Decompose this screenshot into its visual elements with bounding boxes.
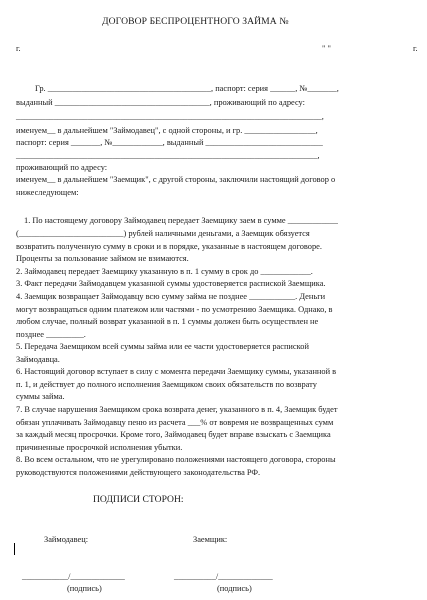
- lender-role-line: именуем__ в дальнейшем "Займодавец", с одной стороны, и гр. _________________,: [16, 126, 318, 135]
- clause-1-line-4: Проценты за пользование займом не взимаются.: [16, 254, 189, 263]
- clause-6-line-3: суммы займа.: [16, 392, 65, 401]
- document-title: ДОГОВОР БЕСПРОЦЕНТНОГО ЗАЙМА №: [102, 16, 289, 27]
- clause-8-line-1: 8. Во всем остальном, что не урегулировано положениями настоящего договора, стороны: [16, 455, 336, 464]
- borrower-role-line: именуем__ в дальнейшем "Заемщик", с другой стороны, заключили настоящий договор о: [16, 175, 336, 184]
- lender-address-line: _________________________________________________________________________,: [16, 112, 324, 121]
- clause-6-line-1: 6. Настоящий договор вступает в силу с момента передачи Заемщику суммы, указанной в: [16, 367, 337, 376]
- borrower-signature-line: __________/_____________: [174, 572, 273, 581]
- borrower-passport-line: паспорт: серия _______, №____________, выданный ____________________________: [16, 138, 323, 147]
- clause-1-line-1: 1. По настоящему договору Займодавец передает Заемщику заем в сумме ____________: [24, 216, 338, 225]
- borrower-signature-label: Заемщик:: [193, 535, 228, 544]
- clause-1-line-2: (_________________________) рублей наличными деньгами, а Заемщик обязуется: [16, 229, 310, 238]
- borrower-address-line: проживающий по адресу:: [16, 163, 108, 172]
- lender-issued-line: выданный _____________________________________, проживающий по адресу:: [16, 98, 305, 107]
- clause-4-line-1: 4. Заемщик возвращает Займодавцу всю сумму займа не позднее ___________. Деньги: [16, 292, 326, 301]
- city-label: г.: [16, 44, 21, 53]
- clause-4-line-3: любом случае, полный возврат указанной в п. 1 суммы должен быть осуществлен не: [16, 317, 319, 326]
- year-suffix: г.: [413, 44, 418, 53]
- clause-6-line-2: п. 1, и действует до полного исполнения Заемщиком своих обязательств по возврату: [16, 380, 317, 389]
- date-quote-marks: " ": [322, 44, 331, 53]
- clause-7-line-4: причиненные просрочкой исполнения убытки.: [16, 443, 183, 452]
- clause-7-line-2: обязан уплачивать Займодавцу пеню из расчета ___% от вовремя не возвращенных сумм: [16, 418, 334, 427]
- borrower-issued-line: ________________________________________________________________________,: [16, 151, 320, 160]
- clause-7-line-3: за каждый месяц просрочки. Кроме того, Займодавец будет вправе взыскать с Заемщика: [16, 430, 331, 439]
- clause-4-line-4: позднее _________.: [16, 330, 86, 339]
- clause-3: 3. Факт передачи Займодавцем указанной суммы удостоверяется распиской Заемщика.: [16, 279, 326, 288]
- clause-2: 2. Займодавец передает Заемщику указанную в п. 1 сумму в срок до ____________.: [16, 267, 313, 276]
- clause-5-line-2: Займодавца.: [16, 355, 60, 364]
- lender-signature-line: ___________/_____________: [22, 572, 125, 581]
- preamble-end-line: нижеследующем:: [16, 188, 79, 197]
- borrower-signature-caption: (подпись): [217, 584, 252, 593]
- text-cursor: [14, 543, 15, 555]
- clause-8-line-2: руководствуются положениями действующего законодательства РФ.: [16, 468, 261, 477]
- lender-signature-caption: (подпись): [67, 584, 102, 593]
- clause-7-line-1: 7. В случае нарушения Заемщиком срока возврата денег, указанного в п. 4, Заемщик будет: [16, 405, 338, 414]
- clause-5-line-1: 5. Передача Заемщиком всей суммы займа или ее части удостоверяется распиской: [16, 342, 309, 351]
- lender-signature-label: Займодавец:: [44, 535, 89, 544]
- clause-4-line-2: могут возвращаться одним платежом или частями - по усмотрению Заемщика. Однако, в: [16, 305, 333, 314]
- clause-1-line-3: возвратить полученную сумму в сроки и в порядке, указанные в настоящем договоре.: [16, 242, 322, 251]
- signatures-heading: ПОДПИСИ СТОРОН:: [93, 494, 184, 505]
- lender-name-line: Гр. _______________________________________, паспорт: серия ______, №_______,: [35, 84, 339, 93]
